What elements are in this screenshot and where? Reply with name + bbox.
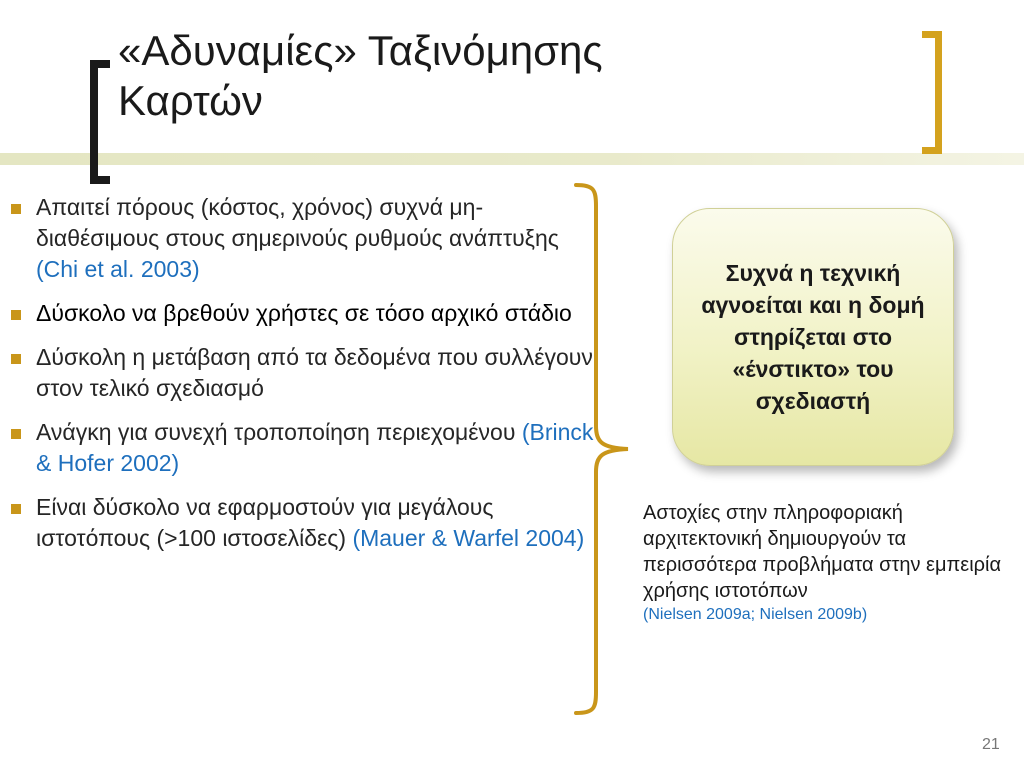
square-bullet-icon	[11, 310, 21, 320]
bullet-text: Δύσκολο να βρεθούν χρήστες σε τόσο αρχικό στάδιο	[36, 300, 572, 326]
bullet-citation: (Chi et al. 2003)	[36, 256, 200, 282]
square-bullet-icon	[11, 429, 21, 439]
side-note-text: Αστοχίες στην πληροφοριακή αρχιτεκτονική δημιουργούν τα περισσότερα προβλήματα στην εμπειρία χρήσης ιστοτόπων	[643, 502, 1002, 602]
title-right-bracket	[922, 31, 942, 154]
bullet-text: Δύσκολη η μετάβαση από τα δεδομένα που συλλέγουν στον τελικό σχεδιασμό	[36, 344, 593, 401]
title-underline-band	[0, 153, 1024, 165]
bullet-item	[10, 298, 595, 329]
slide-title	[118, 26, 908, 126]
square-bullet-icon	[11, 204, 21, 214]
bullet-item	[10, 417, 595, 479]
bullet-list	[10, 192, 595, 567]
callout-box	[672, 208, 954, 466]
callout-text: Συχνά η τεχνική αγνοείται και η δομή στηρίζεται στο «ένστικτο» του σχεδιαστή	[701, 260, 925, 414]
slide-title-line-2: Καρτών	[118, 77, 263, 124]
slide-number: 21	[982, 736, 1000, 753]
bullet-citation: (Brinck & Hofer 2002)	[36, 419, 594, 476]
square-bullet-icon	[11, 504, 21, 514]
side-note-citation: (Nielsen 2009a; Nielsen 2009b)	[643, 606, 868, 623]
square-bullet-icon	[11, 354, 21, 364]
bullet-text: Απαιτεί πόρους (κόστος, χρόνος) συχνά μη-διαθέσιμους στους σημερινούς ρυθμούς ανάπτυξης	[36, 194, 559, 251]
right-curly-brace	[572, 182, 634, 716]
bullet-item	[10, 192, 595, 285]
bullet-citation: (Mauer & Warfel 2004)	[352, 525, 585, 551]
title-left-bracket	[90, 60, 110, 184]
slide-title-line-1: «Αδυναμίες» Ταξινόμησης	[118, 27, 603, 74]
bullet-text: Είναι δύσκολο να εφαρμοστούν για μεγάλους ιστοτόπους (>100 ιστοσελίδες)	[36, 494, 494, 551]
bullet-text: Ανάγκη για συνεχή τροποποίηση περιεχομένου	[36, 419, 522, 445]
side-note	[643, 500, 1023, 626]
bullet-item	[10, 492, 595, 554]
bullet-item	[10, 342, 595, 404]
